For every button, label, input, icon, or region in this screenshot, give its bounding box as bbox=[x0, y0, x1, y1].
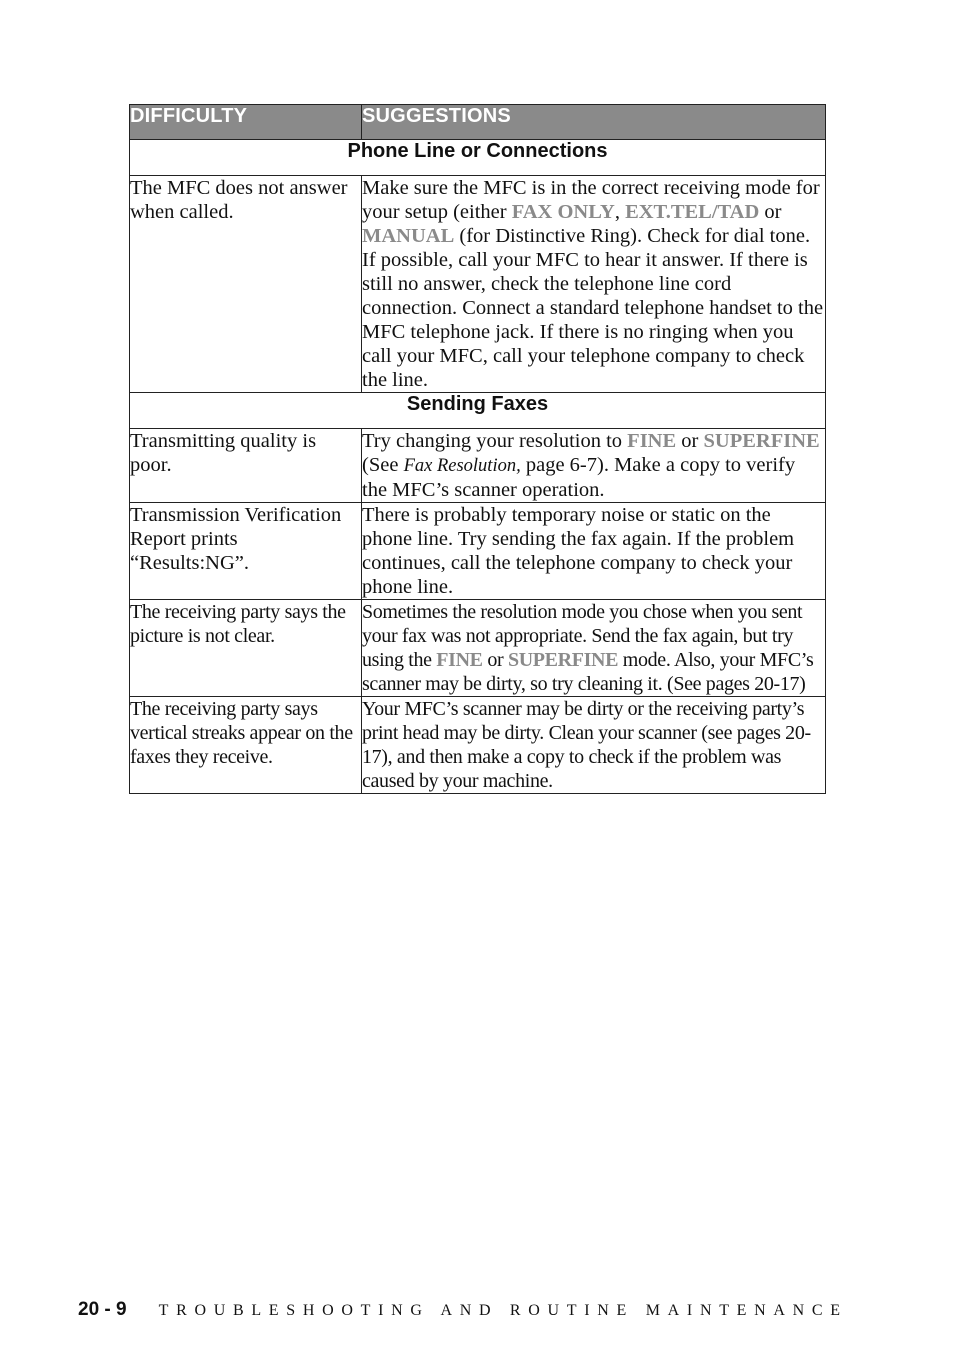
cross-reference-title: Fax Resolution, bbox=[403, 456, 521, 476]
suggestion-cell bbox=[362, 600, 826, 697]
suggestion-cell bbox=[362, 176, 826, 393]
header-difficulty: DIFFICULTY bbox=[130, 105, 362, 140]
suggestion-text: or bbox=[482, 649, 508, 671]
suggestion-text: Your MFC’s scanner may be dirty or the receiving party’s print head may be dirty. Clean your scanner (see pages 20-17), and then make a copy to check if the problem was caused by your machine. bbox=[362, 698, 811, 792]
suggestion-text: or bbox=[759, 201, 782, 223]
suggestion-cell bbox=[362, 429, 826, 503]
menu-setting-keyword: SUPERFINE bbox=[507, 649, 619, 671]
suggestion-text: Make sure the MFC is in the correct receiving mode for your setup (either bbox=[362, 177, 820, 223]
suggestion-text: or bbox=[676, 430, 704, 452]
suggestion-cell bbox=[362, 503, 826, 600]
suggestion-text: (for Distinctive Ring). Check for dial tone. If possible, call your MFC to hear it answer. If there is still no answer, check the telephone line cord connection. Connect a standard telephone handset to the MFC telephone jack. If there is no ringing when you call your MFC, call your telephone company to check the line. bbox=[362, 225, 824, 391]
table-body bbox=[130, 140, 826, 794]
menu-setting-keyword: EXT.TEL/TAD bbox=[625, 201, 760, 223]
difficulty-cell: Transmitting quality is poor. bbox=[130, 429, 362, 503]
page-footer bbox=[78, 1299, 848, 1323]
page-number: 20 - 9 bbox=[78, 1299, 127, 1320]
suggestion-text: mode. Also, your MFC’s scanner may be dirty, so try cleaning it. (See pages 20-17) bbox=[362, 649, 814, 695]
section-row bbox=[130, 393, 826, 429]
suggestion-cell bbox=[362, 697, 826, 794]
table-header-row bbox=[130, 105, 826, 140]
menu-setting-keyword: SUPERFINE bbox=[703, 430, 820, 452]
difficulty-cell: The receiving party says vertical streaks appear on the faxes they receive. bbox=[130, 697, 362, 794]
menu-setting-keyword: FINE bbox=[436, 649, 483, 671]
table-row bbox=[130, 429, 826, 503]
difficulty-cell: The receiving party says the picture is not clear. bbox=[130, 600, 362, 697]
menu-setting-keyword: FAX ONLY bbox=[511, 201, 615, 223]
troubleshooting-table bbox=[129, 104, 826, 794]
section-row bbox=[130, 140, 826, 176]
suggestion-text: page 6-7). Make a copy to verify the MFC’s scanner operation. bbox=[362, 454, 796, 501]
suggestion-text: Sometimes the resolution mode you chose when you sent your fax was not appropriate. Send the fax again, but try using the bbox=[362, 601, 803, 671]
chapter-title: TROUBLESHOOTING AND ROUTINE MAINTENANCE bbox=[158, 1302, 848, 1319]
section-title: Phone Line or Connections bbox=[130, 140, 826, 176]
table-row bbox=[130, 697, 826, 794]
difficulty-cell: The MFC does not answer when called. bbox=[130, 176, 362, 393]
menu-setting-keyword: FINE bbox=[627, 430, 677, 452]
menu-setting-keyword: MANUAL bbox=[362, 225, 455, 247]
section-title: Sending Faxes bbox=[130, 393, 826, 429]
suggestion-text: There is probably temporary noise or static on the phone line. Try sending the fax again. If the problem continues, call the telephone company to check your phone line. bbox=[362, 504, 795, 598]
difficulty-cell: Transmission Verification Report prints “Results:NG”. bbox=[130, 503, 362, 600]
table-row bbox=[130, 600, 826, 697]
table-row bbox=[130, 176, 826, 393]
suggestion-text: , bbox=[614, 201, 626, 223]
table-row bbox=[130, 503, 826, 600]
suggestion-text: Try changing your resolution to bbox=[362, 430, 628, 452]
header-suggestions: SUGGESTIONS bbox=[362, 105, 826, 140]
suggestion-text: (See bbox=[362, 454, 404, 476]
